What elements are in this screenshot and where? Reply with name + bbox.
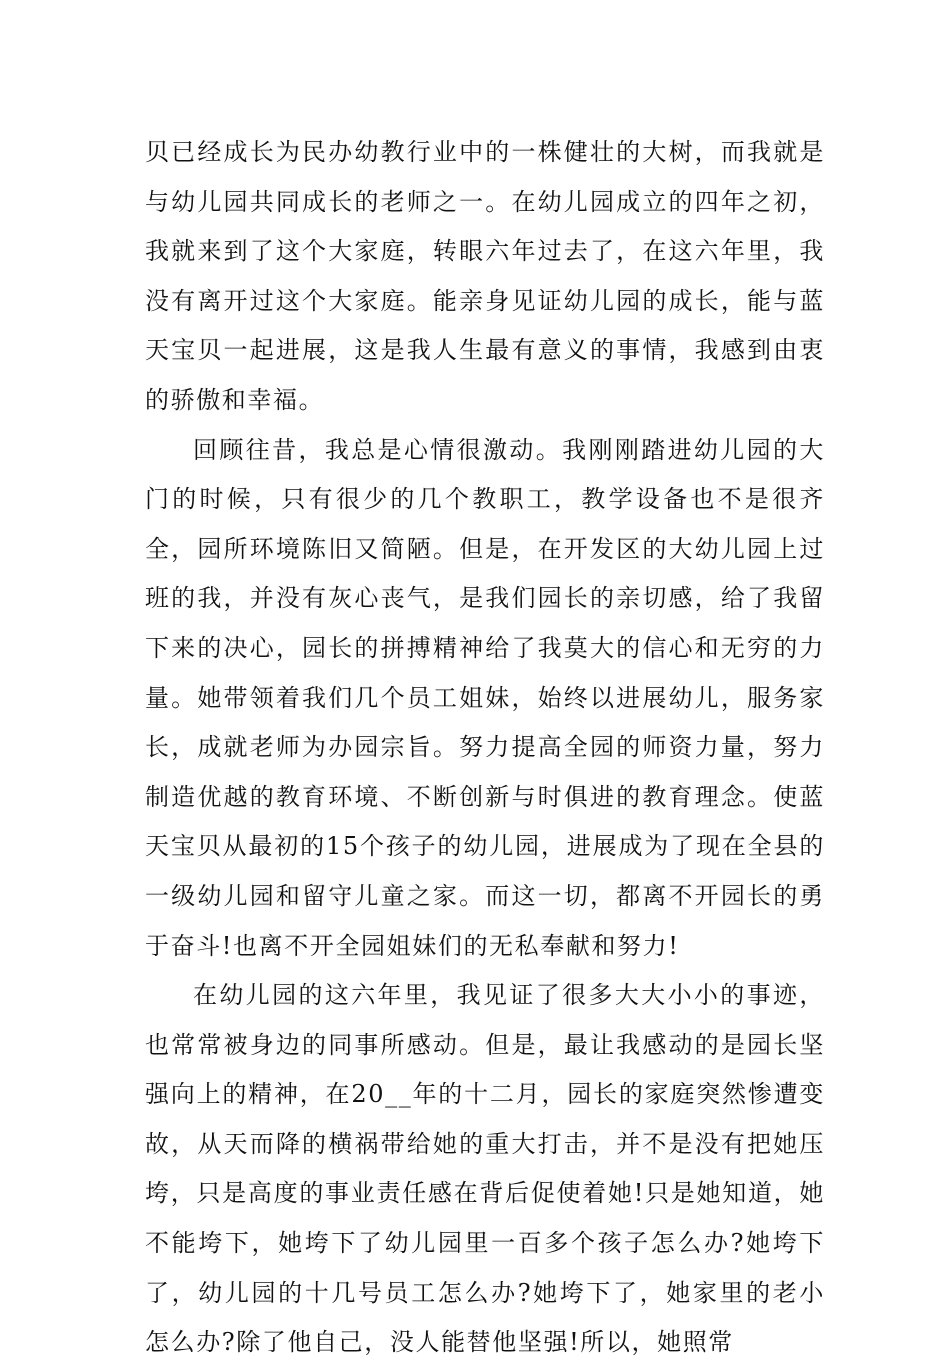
body-text	[145, 128, 825, 1368]
paragraph-1: 贝已经成长为民办幼教行业中的一株健壮的大树，而我就是与幼儿园共同成长的老师之一。在幼儿园成立的四年之初，我就来到了这个大家庭，转眼六年过去了，在这六年里，我没有离开过这个大家庭。能亲身见证幼儿园的成长，能与蓝天宝贝一起进展，这是我人生最有意义的事情，我感到由衷的骄傲和幸福。	[145, 138, 825, 414]
paragraph-2: 回顾往昔，我总是心情很激动。我刚刚踏进幼儿园的大门的时候，只有很少的几个教职工，教学设备也不是很齐全，园所环境陈旧又简陋。但是，在开发区的大幼儿园上过班的我，并没有灰心丧气，是我们园长的亲切感，给了我留下来的决心，园长的拼搏精神给了我莫大的信心和无穷的力量。她带领着我们几个员工姐妹，始终以进展幼儿，服务家长，成就老师为办园宗旨。努力提高全园的师资力量，努力制造优越的教育环境、不断创新与时俱进的教育理念。使蓝天宝贝从最初的15个孩子的幼儿园，进展成为了现在全县的一级幼儿园和留守儿童之家。而这一切，都离不开园长的勇于奋斗!也离不开全园姐妹们的无私奉献和努力!	[145, 435, 825, 960]
paragraph-3: 在幼儿园的这六年里，我见证了很多大大小小的事迹，也常常被身边的同事所感动。但是，最让我感动的是园长坚强向上的精神，在20__年的十二月，园长的家庭突然惨遭变故，从天而降的横祸带给她的重大打击，并不是没有把她压垮，只是高度的事业责任感在背后促使着她!只是她知道，她不能垮下，她垮下了幼儿园里一百多个孩子怎么办?她垮下了，幼儿园的十几号员工怎么办?她垮下了，她家里的老小怎么办?除了他自己，没人能替他坚强!所以，她照常	[145, 981, 825, 1357]
